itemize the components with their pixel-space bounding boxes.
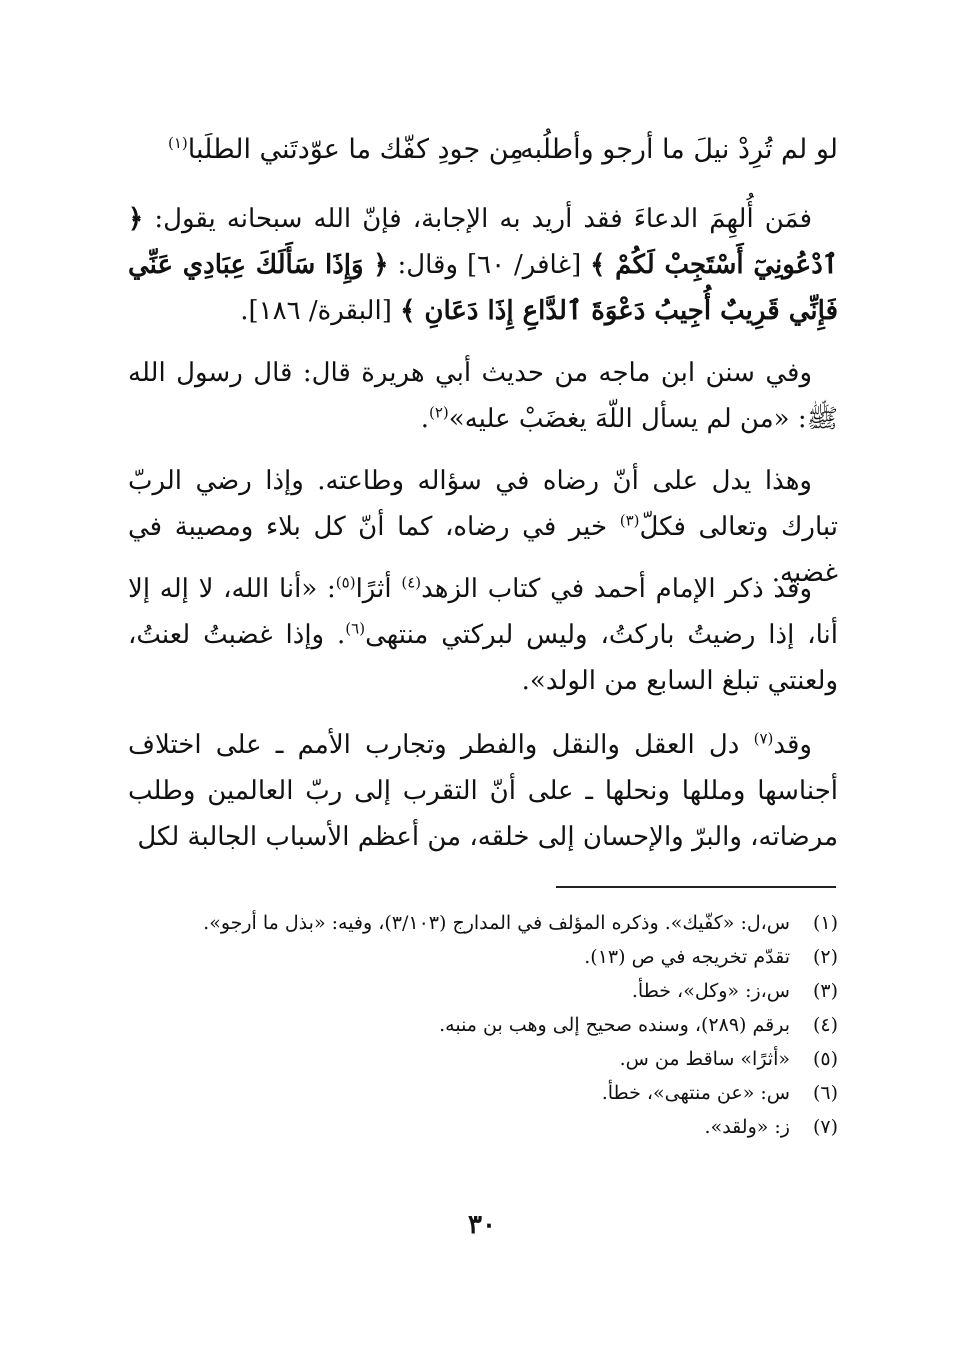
paragraph-2: وفي سنن ابن ماجه من حديث أبي هريرة قال: قال رسول الله ﷺ: «من لم يسأل اللّهَ يغضَبْ عليه»$^{(٢)}$.	[128, 358, 838, 434]
footnote-ref: (٣)	[619, 511, 640, 530]
footnote-ref: (٤)	[401, 573, 422, 592]
quran-verse: ﴿ ٱدْعُونِيٓ أَسْتَجِبْ لَكُمْ ﴾	[128, 204, 839, 280]
quran-reference: [البقرة/ ١٨٦].	[240, 296, 392, 326]
quran-reference: [غافر/ ٦٠]	[466, 250, 582, 280]
page-number: ٣٠	[468, 1210, 496, 1240]
footnote-item: (٧) ز: «ولقد».	[704, 1116, 838, 1138]
verse-second-hemistich: مِن جودِ كفّك ما عوّدتَني الطلَبا$^{(١)}$	[168, 134, 524, 165]
quran-verse: ﴿ وَإِذَا سَأَلَكَ عِبَادِي عَنِّي فَإِنِّي قَرِيبٌ أُجِيبُ دَعْوَةَ ٱلدَّاعِ إِذَا دَعَانِ ﴾	[128, 250, 838, 326]
hadith-quote: «من لم يسأل اللّهَ يغضَبْ عليه»	[448, 404, 790, 434]
footnote-item: (٤) برقم (٢٨٩)، وسنده صحيح إلى وهب بن منبه.	[439, 1014, 838, 1036]
paragraph-3: وهذا يدل على أنّ رضاه في سؤاله وطاعته. وإذا رضي الربّ تبارك وتعالى فكلّ$^{(٣)}$ خير في رضاه، كما أنّ كل بلاء ومصيبة في غضبه.	[128, 466, 838, 588]
footnote-item: (١) س،ل: «كفّيك». وذكره المؤلف في المدارج (٣/١٠٣)، وفيه: «بذل ما أرجو».	[203, 912, 838, 934]
verse-first-hemistich: لو لم تُرِدْ نيلَ ما أرجو وأطلُبه	[520, 134, 838, 165]
footnote-divider	[556, 886, 836, 888]
poetry-verse	[128, 126, 838, 174]
footnote-item: (٦) س: «عن منتهى»، خطأ.	[601, 1082, 838, 1104]
footnote-ref: (٧)	[753, 729, 774, 748]
paragraph-4: وقد ذكر الإمام أحمد في كتاب الزهد$^{(٤)}$ أثرًا$^{(٥)}$: «أنا الله، لا إله إلا أنا، إذا رضيتُ باركتُ، وليس لبركتي منتهى$^{(٦)}$. وإذا غضبتُ لعنتُ، ولعنتي تبلغ السابع من الولد».	[128, 573, 838, 696]
footnote-ref: (٥)	[335, 573, 356, 592]
footnote-item: (٢) تقدّم تخريجه في ص (١٣).	[584, 946, 838, 968]
footnote-ref: (٦)	[345, 619, 366, 638]
footnote-ref: (٢)	[429, 403, 449, 422]
footnote-item: (٥) «أثرًا» ساقط من س.	[619, 1048, 838, 1070]
paragraph-1: فمَن أُلهِمَ الدعاءَ فقد أريد به الإجابة، فإنّ الله سبحانه يقول: ﴿ ٱدْعُونِيٓ أَسْتَجِبْ لَكُمْ ﴾ [غافر/ ٦٠] وقال: ﴿ وَإِذَا سَأَلَكَ عِبَادِي عَنِّي فَإِنِّي قَرِيبٌ أُجِيبُ دَعْوَةَ ٱلدَّاعِ إِذَا دَعَانِ ﴾ [البقرة/ ١٨٦].	[128, 204, 839, 326]
footnote-item: (٣) س،ز: «وكل»، خطأ.	[631, 980, 838, 1002]
footnote-ref: (١)	[168, 134, 188, 152]
footnotes-list	[128, 906, 838, 1144]
paragraph-5: وقد$^{(٧)}$ دل العقل والنقل والفطر وتجارب الأمم ـ على اختلاف أجناسها ومللها ونحلها ـ على أنّ التقرب إلى ربّ العالمين وطلب مرضاته، والبرّ والإحسان إلى خلقه، من أعظم الأسباب الجالبة لكل	[128, 729, 838, 852]
